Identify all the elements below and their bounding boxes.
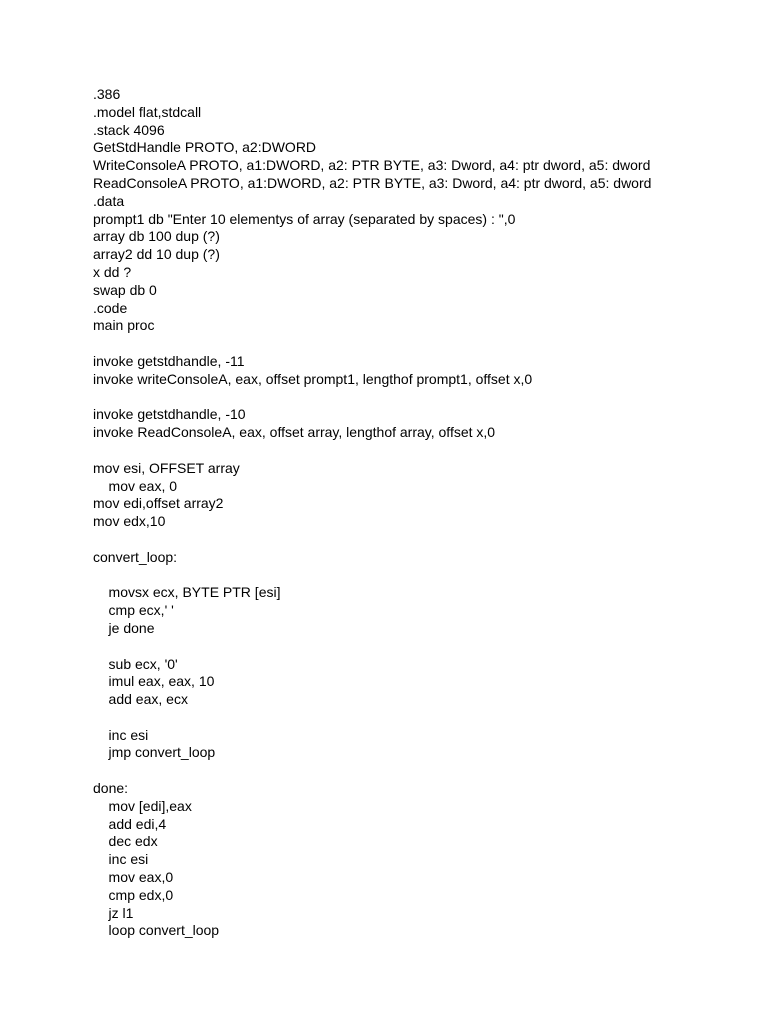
code-line: mov edx,10 (93, 513, 166, 530)
blank-line (93, 389, 753, 407)
blank-line (93, 567, 753, 585)
code-line: cmp edx,0 (93, 886, 174, 903)
code-line: inc esi (93, 851, 149, 868)
code-document (93, 86, 753, 940)
code-line: invoke writeConsoleA, eax, offset prompt1, lengthof prompt1, offset x,0 (93, 370, 533, 387)
code-line: mov [edi],eax (93, 797, 192, 814)
code-line: cmp ecx,' ' (93, 602, 174, 619)
code-line: je done (93, 619, 155, 636)
code-line: mov eax,0 (93, 869, 174, 886)
blank-line (93, 762, 753, 780)
code-line: sub ecx, '0' (93, 655, 178, 672)
code-line: movsx ecx, BYTE PTR [esi] (93, 584, 281, 601)
code-line: dec edx (93, 833, 158, 850)
blank-line (93, 335, 753, 353)
blank-line (93, 709, 753, 727)
blank-line (93, 638, 753, 656)
blank-line (93, 442, 753, 460)
code-line: .model flat,stdcall (93, 103, 202, 120)
code-line: swap db 0 (93, 281, 157, 298)
code-line: imul eax, eax, 10 (93, 673, 215, 690)
code-line: add eax, ecx (93, 691, 188, 708)
code-line: inc esi (93, 726, 149, 743)
code-line: mov esi, OFFSET array (93, 459, 240, 476)
code-line: .code (93, 299, 128, 316)
code-line: done: (93, 780, 129, 797)
code-line: invoke getstdhandle, -10 (93, 406, 246, 423)
code-line: jmp convert_loop (93, 744, 216, 761)
code-line: invoke getstdhandle, -11 (93, 352, 245, 369)
blank-line (93, 531, 753, 549)
code-line: mov eax, 0 (93, 477, 178, 494)
code-line: array db 100 dup (?) (93, 228, 220, 245)
code-line: GetStdHandle PROTO, a2:DWORD (93, 139, 317, 156)
code-line: convert_loop: (93, 548, 178, 565)
code-line: invoke ReadConsoleA, eax, offset array, lengthof array, offset x,0 (93, 424, 496, 441)
code-line: WriteConsoleA PROTO, a1:DWORD, a2: PTR BYTE, a3: Dword, a4: ptr dword, a5: dword (93, 157, 651, 174)
code-line: .386 (93, 86, 121, 102)
code-line: add edi,4 (93, 815, 167, 832)
code-line: .stack 4096 (93, 121, 165, 138)
code-line: prompt1 db "Enter 10 elementys of array (separated by spaces) : ",0 (93, 210, 516, 227)
code-line: .data (93, 192, 125, 209)
code-line: main proc (93, 317, 155, 334)
code-line: x dd ? (93, 263, 132, 280)
code-line: mov edi,offset array2 (93, 495, 224, 512)
code-line: loop convert_loop (93, 922, 220, 939)
code-line: jz l1 (93, 904, 134, 921)
code-line: array2 dd 10 dup (?) (93, 246, 220, 263)
code-line: ReadConsoleA PROTO, a1:DWORD, a2: PTR BYTE, a3: Dword, a4: ptr dword, a5: dword (93, 174, 652, 191)
